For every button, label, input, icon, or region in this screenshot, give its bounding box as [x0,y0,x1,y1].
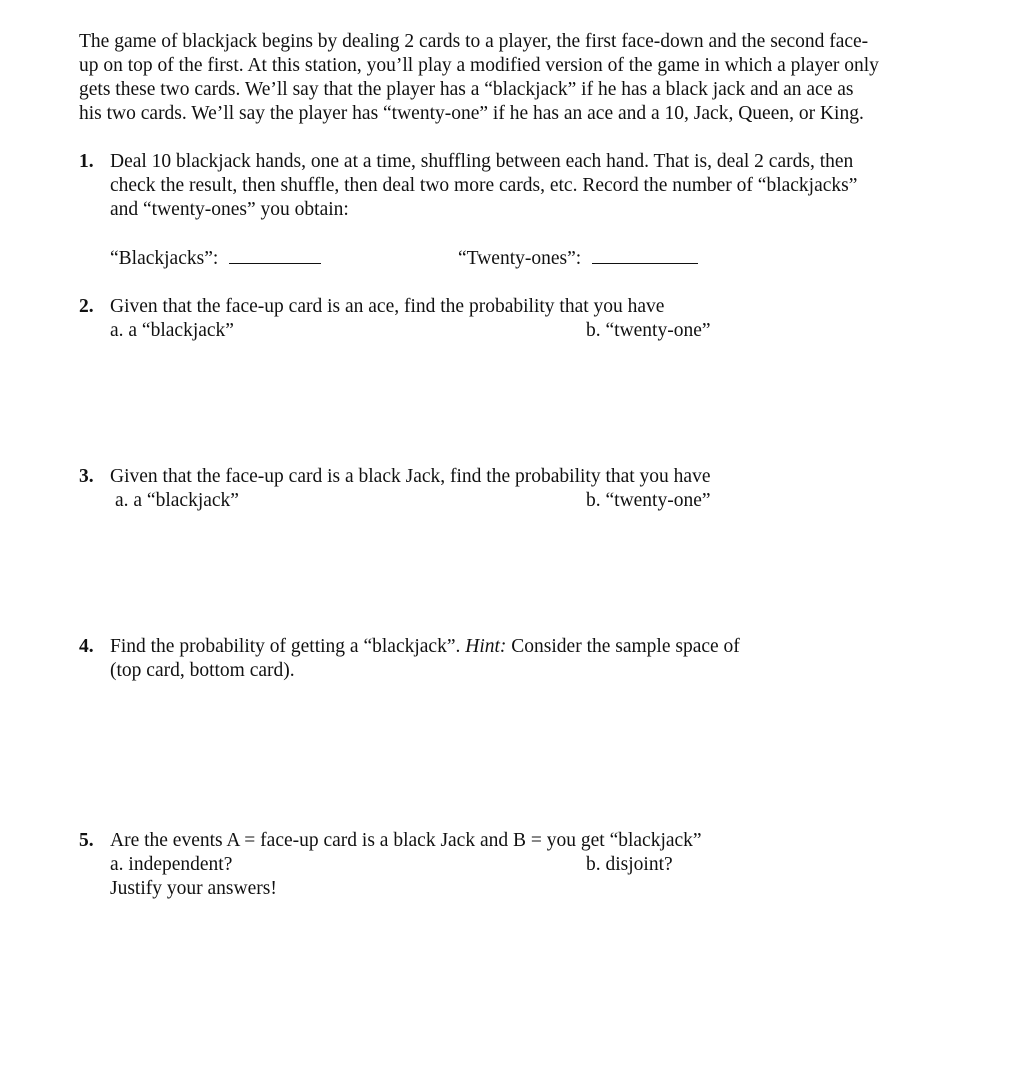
question-text: and “twenty-ones” you obtain: [110,199,349,220]
part-a: a. independent? [110,854,233,875]
question-5 [79,829,959,901]
justify-instruction: Justify your answers! [110,878,277,899]
question-text: check the result, then shuffle, then deal two more cards, etc. Record the number of “blackjacks” [110,175,858,196]
question-number: 3. [79,466,94,487]
blackjacks-blank[interactable] [229,246,321,264]
question-number: 5. [79,830,94,851]
twentyones-field [458,246,698,271]
question-4 [79,635,959,683]
question-text: Given that the face-up card is a black Jack, find the probability that you have [110,466,711,487]
question-text [110,635,740,659]
q1-record-row [110,246,810,270]
question-text: Are the events A = face-up card is a black Jack and B = you get “blackjack” [110,830,702,851]
part-a: a. a “blackjack” [115,490,239,511]
intro-line: his two cards. We’ll say the player has “twenty-one” if he has an ace and a 10, Jack, Queen, or King. [79,103,864,124]
part-b: b. disjoint? [586,854,673,875]
question-number: 4. [79,636,94,657]
question-text: Given that the face-up card is an ace, find the probability that you have [110,296,665,317]
intro-line: gets these two cards. We’ll say that the player has a “blackjack” if he has a black jack and an ace as [79,79,854,100]
question-text: (top card, bottom card). [110,660,295,681]
blackjacks-label: “Blackjacks”: [110,248,219,269]
part-b: b. “twenty-one” [586,320,711,341]
part-b: b. “twenty-one” [586,490,711,511]
twentyones-blank[interactable] [592,246,698,264]
question-1 [79,150,959,222]
twentyones-label: “Twenty-ones”: [458,248,582,269]
intro-line: up on top of the first. At this station, you’ll play a modified version of the game in which a player only [79,55,879,76]
question-3 [79,465,959,513]
question-text-start: Find the probability of getting a “blackjack”. [110,636,466,657]
part-a: a. a “blackjack” [110,320,234,341]
blackjacks-field [110,246,321,271]
hint-label: Hint: [465,636,507,657]
intro-paragraph [79,30,959,126]
question-text-end: Consider the sample space of [506,636,740,657]
question-number: 1. [79,151,94,172]
question-text: Deal 10 blackjack hands, one at a time, shuffling between each hand. That is, deal 2 cards, then [110,151,854,172]
question-number: 2. [79,296,94,317]
intro-line: The game of blackjack begins by dealing 2 cards to a player, the first face-down and the second face- [79,31,869,52]
question-2 [79,295,959,343]
